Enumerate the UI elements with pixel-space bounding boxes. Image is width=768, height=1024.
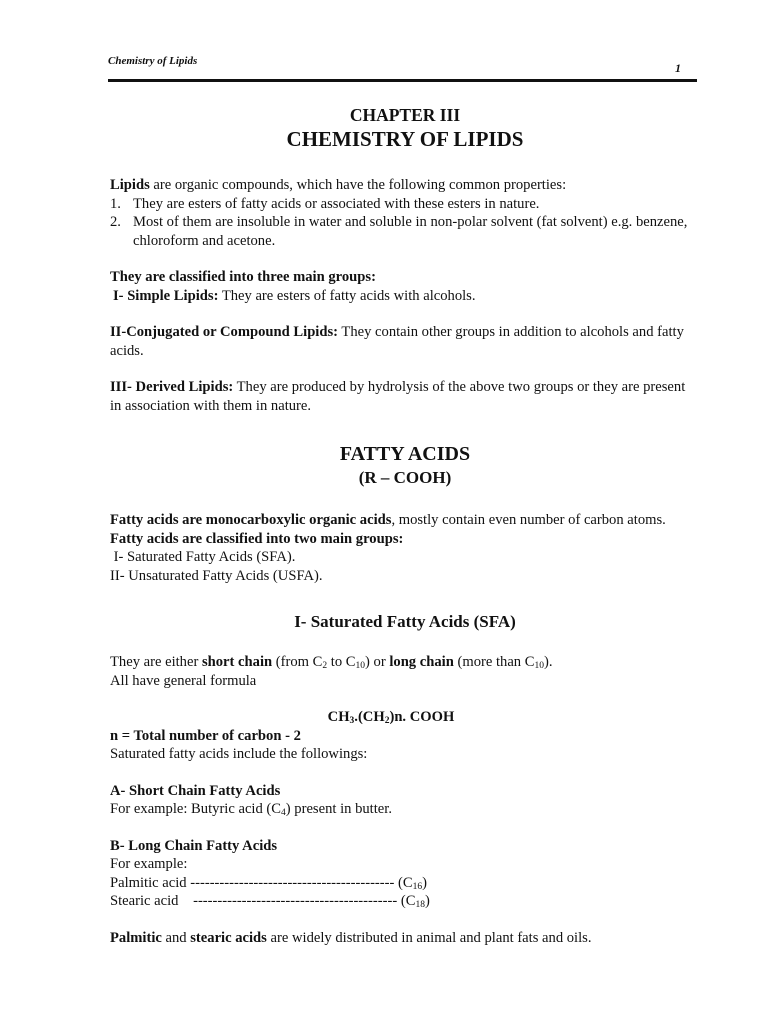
fa-group-item: I- Saturated Fatty Acids (SFA). [110, 549, 296, 565]
conjugated-lipids: II-Conjugated or Compound Lipids: They contain other groups in addition to alcohols and fatty acids. [110, 324, 684, 359]
header-rule [108, 79, 697, 82]
closing-paragraph: Palmitic and stearic acids are widely distributed in animal and plant fats and oils. [110, 929, 592, 946]
long-chain-title: B- Long Chain Fatty Acids [110, 837, 278, 854]
long-chain-row: Palmitic acid ------------------------------------------ $(C_{16})$ [110, 874, 427, 892]
long-chain-row: Stearic acid ------------------------------------------ $(C_{18})$ [110, 893, 430, 910]
sfa-general-formula: $CH_3.(CH_2)n$. COOH [327, 709, 455, 726]
classes-heading: They are classified into three main groups: [110, 269, 376, 285]
intro-text: are organic compounds, which have the following common properties: [149, 177, 567, 193]
chapter-label: CHAPTER III [349, 105, 461, 125]
long-chain-for-example: For example: [110, 856, 188, 872]
fatty-acids-definition: Fatty acids are monocarboxylic organic acids, mostly contain even number of carbon atoms. [110, 512, 666, 528]
running-header-title: Chemistry of Lipids [108, 55, 198, 67]
fa-group-item: II- Unsaturated Fatty Acids (USFA). [110, 567, 323, 584]
n-definition: n = Total number of carbon - 2 [110, 727, 301, 744]
list-text: They are esters of fatty acids or associated with these esters in nature. [133, 195, 540, 212]
fatty-acids-classified: Fatty acids are classified into two main groups: [110, 530, 404, 547]
list-item [110, 195, 700, 214]
list-number: 2. [110, 214, 121, 230]
simple-lipids: I- Simple Lipids: They are esters of fatty acids with alcohols. [113, 287, 476, 304]
fatty-acids-title: FATTY ACIDS [339, 443, 471, 465]
fatty-acids-formula: (R – COOH) [358, 468, 452, 487]
sfa-include: Saturated fatty acids include the followings: [110, 746, 368, 762]
chapter-title: CHEMISTRY OF LIPIDS [286, 127, 524, 151]
derived-lipids: III- Derived Lipids: They are produced by hydrolysis of the above two groups or they are present in association with them in nature. [110, 379, 686, 414]
short-chain-title: A- Short Chain Fatty Acids [110, 782, 281, 799]
lipids-term: Lipids [110, 177, 150, 193]
list-text: Most of them are insoluble in water and soluble in non-polar solvent (fat solvent) e.g. benzene, chloroform and acetone. [133, 214, 688, 249]
property-list [110, 195, 700, 251]
short-chain-example: For example: Butyric acid $(C_4)$ present in butter. [110, 801, 392, 818]
intro-paragraph [110, 176, 700, 195]
sfa-general-formula-label: All have general formula [110, 672, 257, 689]
list-item [110, 213, 700, 250]
sfa-chain-line: They are either short chain (from $C_2$ to $C_{10}$) or long chain (more than $C_{10}$). [110, 654, 553, 671]
list-number: 1. [110, 195, 121, 212]
sfa-title: I- Saturated Fatty Acids (SFA) [294, 612, 516, 631]
page-content [110, 104, 700, 947]
page-number: 1 [675, 61, 681, 75]
